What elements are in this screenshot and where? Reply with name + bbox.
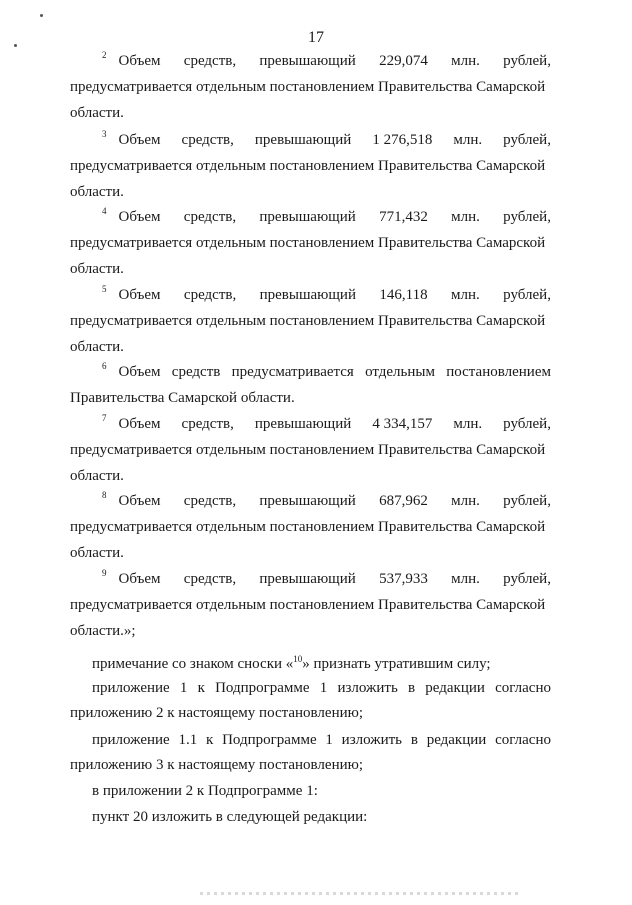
footnote-line2: Правительства Самарской области.	[70, 390, 295, 406]
footnote-lead	[102, 208, 161, 227]
footnote-word: рублей,	[503, 416, 551, 432]
footnote-word: превышающий	[254, 132, 352, 148]
footnote-lead	[102, 570, 161, 589]
footnote-word: Объем	[118, 416, 161, 432]
word: Подпрограмме	[215, 680, 310, 696]
footnote-word: Объем	[118, 287, 161, 303]
footnote-word: средств	[171, 364, 221, 380]
footnote-word: рублей,	[503, 132, 551, 148]
footnote-word: превышающий	[259, 571, 356, 587]
footnote-word: млн.	[451, 209, 480, 225]
footnote-word: постановлением	[446, 364, 551, 380]
word: в	[410, 732, 418, 748]
in-appendix2-line: в приложении 2 к Подпрограмме 1:	[92, 783, 318, 799]
footnote-word: 771,432	[379, 209, 428, 225]
footnote-word: Объем	[118, 209, 161, 225]
footnote-line3: области.	[70, 261, 124, 277]
word: к	[197, 680, 205, 696]
word: согласно	[495, 680, 551, 696]
footnote-word: рублей,	[503, 493, 551, 509]
word: в	[408, 680, 416, 696]
footnote-word: рублей,	[503, 53, 551, 69]
footnote-word: млн.	[453, 132, 483, 148]
footnote-number: 7	[102, 413, 107, 423]
footnote-word: средств,	[183, 53, 237, 69]
point20-line: пункт 20 изложить в следующей редакции:	[92, 809, 368, 825]
footnote-word: средств,	[183, 571, 237, 587]
footnote-word: 4 334,157	[372, 416, 433, 432]
footnote-line2: предусматривается отдельным постановлением Правительства Самарской	[70, 313, 546, 329]
footnote-lead	[102, 52, 161, 71]
footnote-word: предусматривается	[231, 364, 354, 380]
bottom-scan-artifact	[200, 892, 520, 895]
footnote-line1	[102, 131, 551, 150]
footnote-line3: области.»;	[70, 623, 136, 639]
word: Подпрограмме	[222, 732, 317, 748]
note-line	[92, 650, 551, 673]
footnote-word: млн.	[451, 287, 480, 303]
footnote-word: 687,962	[379, 493, 428, 509]
scan-speck	[40, 14, 43, 17]
footnote-line3: области.	[70, 105, 124, 121]
word: изложить	[337, 680, 398, 696]
footnote-word: средств,	[181, 132, 234, 148]
note-sup: 10	[293, 654, 303, 664]
appendix11-line1	[92, 731, 551, 749]
footnote-line2: предусматривается отдельным постановлением Правительства Самарской	[70, 158, 546, 174]
word: 1	[179, 680, 188, 696]
word: приложение	[92, 732, 170, 748]
word: к	[206, 732, 214, 748]
footnote-number: 4	[102, 206, 107, 216]
footnote-line1	[102, 492, 551, 511]
footnote-word: 229,074	[379, 53, 428, 69]
footnote-number: 3	[102, 129, 107, 139]
footnote-word: Объем	[118, 364, 161, 380]
word: редакции	[426, 732, 487, 748]
footnote-lead	[102, 131, 161, 150]
footnote-line1	[102, 363, 551, 382]
footnote-number: 8	[102, 490, 107, 500]
footnote-line2: предусматривается отдельным постановлением Правительства Самарской	[70, 235, 546, 251]
footnote-number: 5	[102, 284, 107, 294]
footnote-word: средств,	[183, 493, 237, 509]
footnote-line3: области.	[70, 468, 124, 484]
footnote-word: млн.	[451, 571, 480, 587]
footnote-word: 537,933	[379, 571, 428, 587]
footnote-line1	[102, 52, 551, 71]
footnote-line3: области.	[70, 339, 124, 355]
appendix1-line2: приложению 2 к настоящему постановлению;	[70, 705, 363, 721]
footnote-word: рублей,	[503, 209, 551, 225]
footnote-word: превышающий	[254, 416, 352, 432]
word: изложить	[341, 732, 403, 748]
word: согласно	[495, 732, 551, 748]
footnote-lead	[102, 363, 161, 382]
footnote-word: превышающий	[259, 493, 356, 509]
page-number: 17	[308, 29, 324, 46]
footnote-number: 2	[102, 50, 107, 60]
footnote-line1	[102, 415, 551, 434]
footnote-word: средств,	[181, 416, 234, 432]
footnote-line3: области.	[70, 545, 124, 561]
footnote-line2: предусматривается отдельным постановлением Правительства Самарской	[70, 79, 546, 95]
footnote-line1	[102, 570, 551, 589]
footnote-line3: области.	[70, 184, 124, 200]
footnote-lead	[102, 286, 161, 305]
footnote-word: 1 276,518	[372, 132, 433, 148]
footnote-line2: предусматривается отдельным постановлением Правительства Самарской	[70, 597, 546, 613]
footnote-word: Объем	[118, 571, 161, 587]
footnote-word: средств,	[183, 287, 237, 303]
footnote-word: превышающий	[259, 53, 356, 69]
footnote-line1	[102, 286, 551, 305]
footnote-lead	[102, 492, 161, 511]
note-text-start: примечание со знаком сноски «	[92, 656, 294, 672]
footnote-word: превышающий	[259, 287, 356, 303]
footnote-word: рублей,	[503, 571, 551, 587]
footnote-word: Объем	[118, 132, 161, 148]
footnote-lead	[102, 415, 161, 434]
note-text-end: » признать утратившим силу;	[302, 656, 491, 672]
footnote-number: 6	[102, 361, 107, 371]
footnote-word: млн.	[451, 53, 480, 69]
footnote-line2: предусматривается отдельным постановлением Правительства Самарской	[70, 442, 546, 458]
footnote-word: превышающий	[259, 209, 356, 225]
footnote-word: рублей,	[503, 287, 551, 303]
footnote-line2: предусматривается отдельным постановлением Правительства Самарской	[70, 519, 546, 535]
appendix1-line1	[92, 679, 551, 697]
word: 1	[325, 732, 333, 748]
footnote-number: 9	[102, 568, 107, 578]
word: редакции	[425, 680, 485, 696]
footnote-word: отдельным	[365, 364, 435, 380]
appendix11-line2: приложению 3 к настоящему постановлению;	[70, 757, 363, 773]
word: 1.1	[178, 732, 198, 748]
word: 1	[319, 680, 328, 696]
footnote-word: Объем	[118, 53, 161, 69]
footnote-word: Объем	[118, 493, 161, 509]
footnote-line1	[102, 208, 551, 227]
footnote-word: млн.	[453, 416, 483, 432]
footnote-word: млн.	[451, 493, 480, 509]
footnote-word: 146,118	[379, 287, 428, 303]
footnote-word: средств,	[183, 209, 237, 225]
word: приложение	[92, 680, 170, 696]
